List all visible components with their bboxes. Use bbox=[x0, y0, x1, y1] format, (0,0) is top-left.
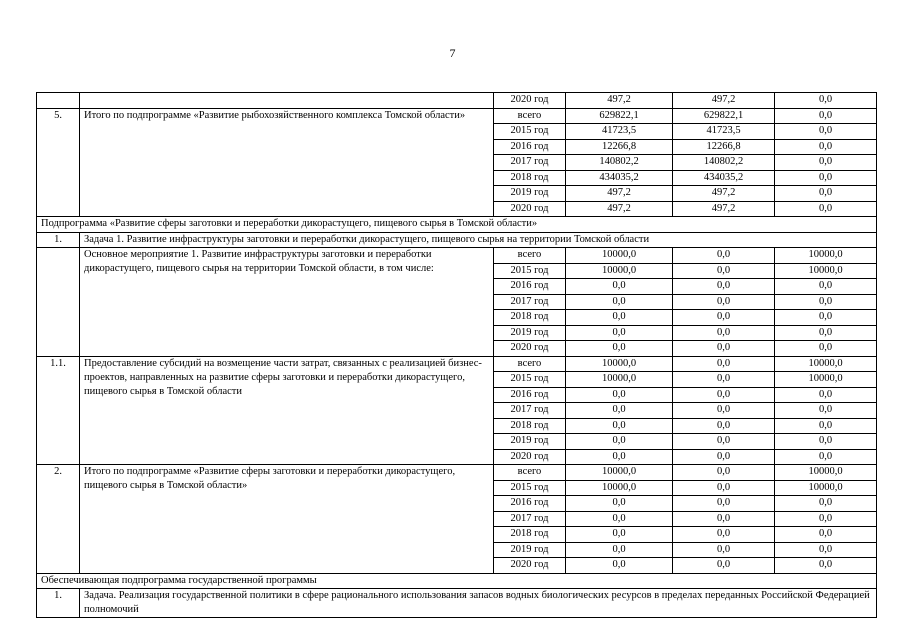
total-cell: 0,0 bbox=[566, 527, 673, 543]
total-cell: 10000,0 bbox=[566, 480, 673, 496]
year-cell: 2017 год bbox=[494, 403, 566, 419]
total-cell: 0,0 bbox=[566, 341, 673, 357]
extra-budget-cell: 10000,0 bbox=[775, 356, 877, 372]
extra-budget-cell: 0,0 bbox=[775, 341, 877, 357]
year-cell: 2016 год bbox=[494, 279, 566, 295]
table-row bbox=[37, 93, 877, 109]
year-cell: 2019 год bbox=[494, 542, 566, 558]
extra-budget-cell: 0,0 bbox=[775, 294, 877, 310]
regional-budget-cell: 629822,1 bbox=[673, 108, 775, 124]
total-cell: 0,0 bbox=[566, 310, 673, 326]
row-number: 5. bbox=[37, 108, 80, 217]
task-number: 1. bbox=[37, 589, 80, 618]
total-cell: 0,0 bbox=[566, 511, 673, 527]
regional-budget-cell: 0,0 bbox=[673, 341, 775, 357]
total-cell: 497,2 bbox=[566, 201, 673, 217]
extra-budget-cell: 10000,0 bbox=[775, 372, 877, 388]
total-cell: 10000,0 bbox=[566, 263, 673, 279]
total-cell: 0,0 bbox=[566, 449, 673, 465]
task-row bbox=[37, 589, 877, 618]
task-title: Задача. Реализация государственной политики в сфере рационального использования запасов водных биологических ресурсов в пределах переданных Российской Федерацией полномочий bbox=[80, 589, 877, 618]
subprogram-row bbox=[37, 217, 877, 233]
extra-budget-cell: 0,0 bbox=[775, 418, 877, 434]
table-row bbox=[37, 465, 877, 481]
regional-budget-cell: 0,0 bbox=[673, 372, 775, 388]
total-cell: 629822,1 bbox=[566, 108, 673, 124]
total-cell: 0,0 bbox=[566, 403, 673, 419]
row-number bbox=[37, 93, 80, 109]
extra-budget-cell: 0,0 bbox=[775, 387, 877, 403]
regional-budget-cell: 497,2 bbox=[673, 186, 775, 202]
page-number: 7 bbox=[449, 46, 456, 60]
total-cell: 0,0 bbox=[566, 434, 673, 450]
regional-budget-cell: 434035,2 bbox=[673, 170, 775, 186]
year-cell: 2020 год bbox=[494, 201, 566, 217]
extra-budget-cell: 0,0 bbox=[775, 93, 877, 109]
year-cell: всего bbox=[494, 356, 566, 372]
extra-budget-cell: 0,0 bbox=[775, 434, 877, 450]
extra-budget-cell: 10000,0 bbox=[775, 248, 877, 264]
extra-budget-cell: 10000,0 bbox=[775, 465, 877, 481]
row-number: 1.1. bbox=[37, 356, 80, 465]
table-row bbox=[37, 356, 877, 372]
regional-budget-cell: 0,0 bbox=[673, 279, 775, 295]
extra-budget-cell: 0,0 bbox=[775, 511, 877, 527]
extra-budget-cell: 0,0 bbox=[775, 108, 877, 124]
year-cell: 2017 год bbox=[494, 294, 566, 310]
regional-budget-cell: 140802,2 bbox=[673, 155, 775, 171]
item-name bbox=[80, 93, 494, 109]
regional-budget-cell: 0,0 bbox=[673, 263, 775, 279]
extra-budget-cell: 10000,0 bbox=[775, 480, 877, 496]
extra-budget-cell: 0,0 bbox=[775, 201, 877, 217]
extra-budget-cell: 0,0 bbox=[775, 496, 877, 512]
extra-budget-cell: 0,0 bbox=[775, 558, 877, 574]
extra-budget-cell: 0,0 bbox=[775, 124, 877, 140]
total-cell: 0,0 bbox=[566, 558, 673, 574]
task-title: Задача 1. Развитие инфраструктуры заготовки и переработки дикорастущего, пищевого сырья на территории Томской области bbox=[80, 232, 877, 248]
year-cell: 2018 год bbox=[494, 527, 566, 543]
extra-budget-cell: 10000,0 bbox=[775, 263, 877, 279]
subprogram-row bbox=[37, 573, 877, 589]
item-name: Предоставление субсидий на возмещение части затрат, связанных с реализацией бизнес-проектов, направленных на развитие сферы заготовки и переработки дикорастущего, пищевого сырья в Томской области bbox=[80, 356, 494, 465]
subprogram-title: Подпрограмма «Развитие сферы заготовки и переработки дикорастущего, пищевого сырья в Томской области» bbox=[37, 217, 877, 233]
total-cell: 0,0 bbox=[566, 496, 673, 512]
extra-budget-cell: 0,0 bbox=[775, 186, 877, 202]
regional-budget-cell: 0,0 bbox=[673, 310, 775, 326]
regional-budget-cell: 0,0 bbox=[673, 558, 775, 574]
year-cell: 2015 год bbox=[494, 480, 566, 496]
year-cell: 2017 год bbox=[494, 511, 566, 527]
row-number bbox=[37, 248, 80, 357]
year-cell: 2020 год bbox=[494, 341, 566, 357]
extra-budget-cell: 0,0 bbox=[775, 139, 877, 155]
total-cell: 10000,0 bbox=[566, 356, 673, 372]
table-row bbox=[37, 248, 877, 264]
regional-budget-cell: 0,0 bbox=[673, 356, 775, 372]
total-cell: 12266,8 bbox=[566, 139, 673, 155]
total-cell: 434035,2 bbox=[566, 170, 673, 186]
year-cell: 2019 год bbox=[494, 434, 566, 450]
regional-budget-cell: 12266,8 bbox=[673, 139, 775, 155]
regional-budget-cell: 0,0 bbox=[673, 248, 775, 264]
extra-budget-cell: 0,0 bbox=[775, 155, 877, 171]
regional-budget-cell: 0,0 bbox=[673, 418, 775, 434]
table-row bbox=[37, 108, 877, 124]
total-cell: 0,0 bbox=[566, 542, 673, 558]
year-cell: 2017 год bbox=[494, 155, 566, 171]
regional-budget-cell: 0,0 bbox=[673, 511, 775, 527]
total-cell: 140802,2 bbox=[566, 155, 673, 171]
year-cell: 2020 год bbox=[494, 558, 566, 574]
regional-budget-cell: 497,2 bbox=[673, 93, 775, 109]
regional-budget-cell: 0,0 bbox=[673, 465, 775, 481]
regional-budget-cell: 0,0 bbox=[673, 325, 775, 341]
year-cell: 2020 год bbox=[494, 449, 566, 465]
year-cell: 2015 год bbox=[494, 372, 566, 388]
year-cell: 2016 год bbox=[494, 139, 566, 155]
regional-budget-cell: 0,0 bbox=[673, 496, 775, 512]
total-cell: 10000,0 bbox=[566, 248, 673, 264]
regional-budget-cell: 0,0 bbox=[673, 294, 775, 310]
subprogram-title: Обеспечивающая подпрограмма государственной программы bbox=[37, 573, 877, 589]
regional-budget-cell: 0,0 bbox=[673, 434, 775, 450]
year-cell: 2018 год bbox=[494, 310, 566, 326]
year-cell: 2020 год bbox=[494, 93, 566, 109]
regional-budget-cell: 0,0 bbox=[673, 527, 775, 543]
year-cell: всего bbox=[494, 465, 566, 481]
year-cell: 2015 год bbox=[494, 263, 566, 279]
year-cell: всего bbox=[494, 108, 566, 124]
total-cell: 10000,0 bbox=[566, 465, 673, 481]
total-cell: 0,0 bbox=[566, 387, 673, 403]
extra-budget-cell: 0,0 bbox=[775, 542, 877, 558]
total-cell: 497,2 bbox=[566, 93, 673, 109]
item-name: Основное мероприятие 1. Развитие инфраструктуры заготовки и переработки дикорастущего, пищевого сырья на территории Томской области, в том числе: bbox=[80, 248, 494, 357]
regional-budget-cell: 0,0 bbox=[673, 387, 775, 403]
task-number: 1. bbox=[37, 232, 80, 248]
total-cell: 10000,0 bbox=[566, 372, 673, 388]
year-cell: 2018 год bbox=[494, 170, 566, 186]
regional-budget-cell: 0,0 bbox=[673, 542, 775, 558]
extra-budget-cell: 0,0 bbox=[775, 279, 877, 295]
total-cell: 0,0 bbox=[566, 418, 673, 434]
row-number: 2. bbox=[37, 465, 80, 574]
extra-budget-cell: 0,0 bbox=[775, 403, 877, 419]
item-name: Итого по подпрограмме «Развитие сферы заготовки и переработки дикорастущего, пищевого сырья в Томской области» bbox=[80, 465, 494, 574]
year-cell: всего bbox=[494, 248, 566, 264]
regional-budget-cell: 497,2 bbox=[673, 201, 775, 217]
regional-budget-cell: 0,0 bbox=[673, 480, 775, 496]
total-cell: 0,0 bbox=[566, 325, 673, 341]
year-cell: 2019 год bbox=[494, 325, 566, 341]
year-cell: 2019 год bbox=[494, 186, 566, 202]
year-cell: 2015 год bbox=[494, 124, 566, 140]
extra-budget-cell: 0,0 bbox=[775, 325, 877, 341]
item-name: Итого по подпрограмме «Развитие рыбохозяйственного комплекса Томской области» bbox=[80, 108, 494, 217]
regional-budget-cell: 41723,5 bbox=[673, 124, 775, 140]
year-cell: 2016 год bbox=[494, 387, 566, 403]
total-cell: 497,2 bbox=[566, 186, 673, 202]
extra-budget-cell: 0,0 bbox=[775, 527, 877, 543]
budget-table bbox=[36, 92, 877, 618]
year-cell: 2018 год bbox=[494, 418, 566, 434]
total-cell: 0,0 bbox=[566, 294, 673, 310]
total-cell: 0,0 bbox=[566, 279, 673, 295]
extra-budget-cell: 0,0 bbox=[775, 170, 877, 186]
regional-budget-cell: 0,0 bbox=[673, 403, 775, 419]
year-cell: 2016 год bbox=[494, 496, 566, 512]
total-cell: 41723,5 bbox=[566, 124, 673, 140]
regional-budget-cell: 0,0 bbox=[673, 449, 775, 465]
extra-budget-cell: 0,0 bbox=[775, 310, 877, 326]
extra-budget-cell: 0,0 bbox=[775, 449, 877, 465]
task-row bbox=[37, 232, 877, 248]
